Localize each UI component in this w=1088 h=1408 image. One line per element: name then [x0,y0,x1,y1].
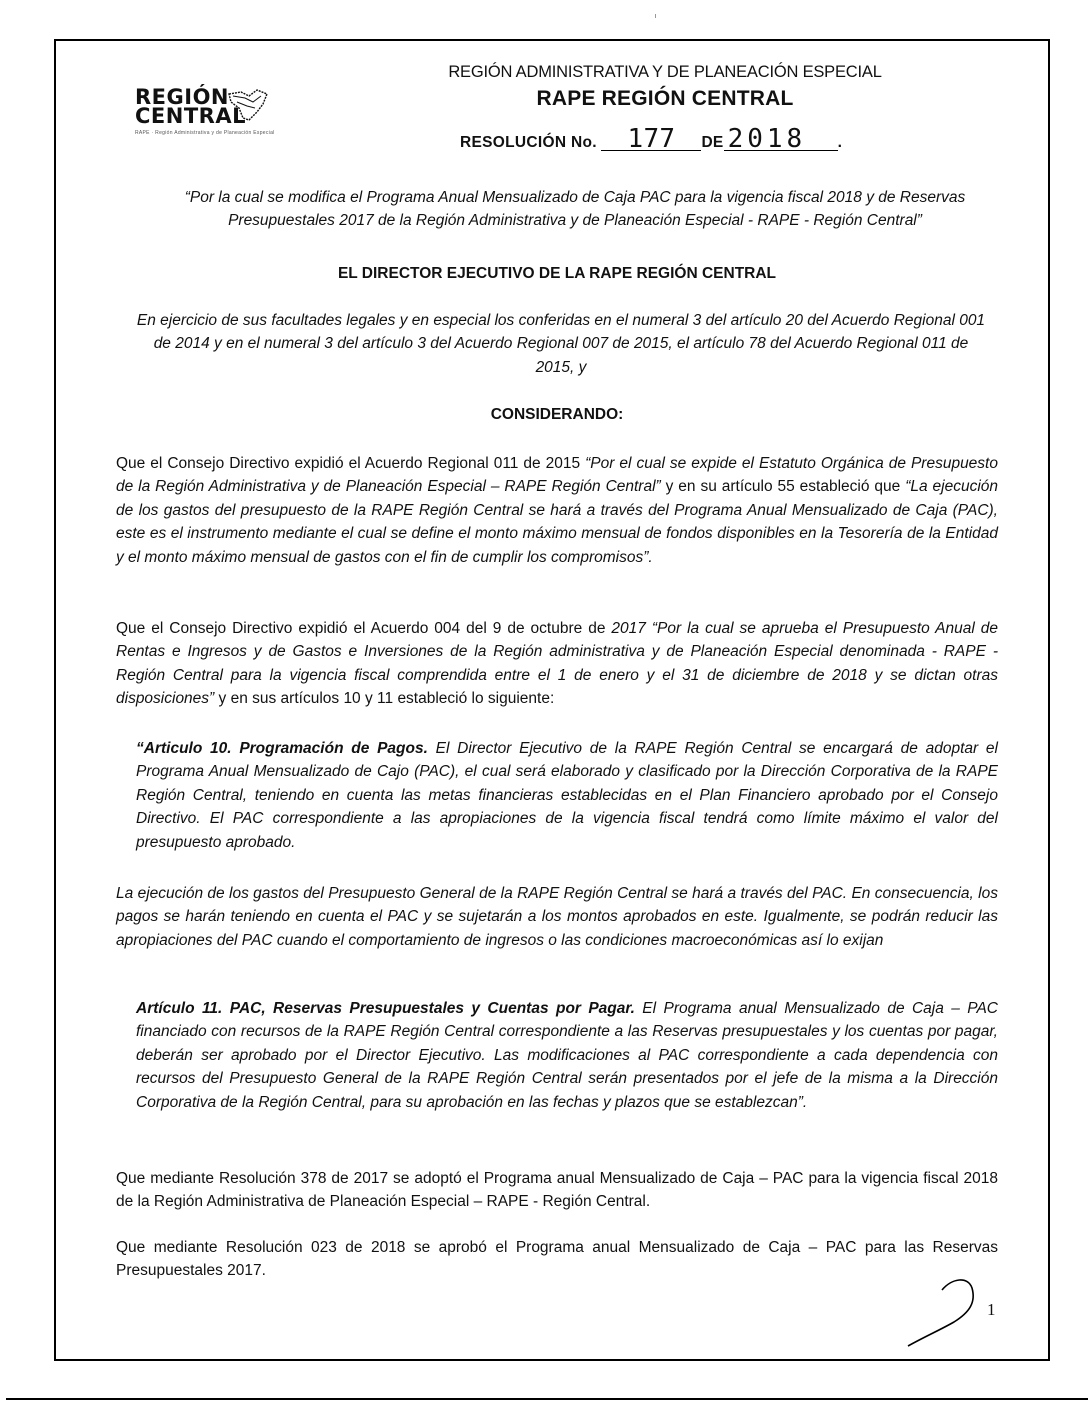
page-number: 1 [987,1300,996,1319]
resolution-title: “Por la cual se modifica el Programa Anual Mensualizado de Caja PAC para la vigencia fiscal 2018 y de Reservas Presupuestales 2017 de la Región Administrativa y de Planeación Especial - RAPE - Región Central” [184,189,966,230]
p1-quote-2: “La ejecución de los gastos del presupuesto de la RAPE Región Central se hará a través del Programa Anual Mensualizado de Caja (PAC), este es el instrumento mediante el cual se define el monto máximo mensual de fondos disponibles en la Tesorería de la Entidad y el monto máximo mensual de gastos con el fin de cumplir los compromisos”. [116,478,999,566]
resolution-de: DE [701,134,724,151]
considerando-heading: CONSIDERANDO: [490,406,624,423]
article-10-quote [136,737,998,854]
considerando-paragraph-4: Que mediante Resolución 378 de 2017 se adoptó el Programa anual Mensualizado de Caja – PAC para la vigencia fiscal 2018 de la Región Administrativa de Planeación Especial – RAPE - Región Central. [116,1170,998,1211]
article-11-quote [136,997,998,1114]
p2-text: Que el Consejo Directivo expidió el Acuerdo 004 del 9 de octubre de [116,620,612,637]
p2-quote: 2017 “Por la cual se aprueba el Presupuesto Anual de Rentas e Ingresos y de Gastos e Inversiones de la Región administrativa y de Planeación Especial denominada - RAPE - Región Central para la vigencia fiscal comprendida entre el 1 de enero y el 31 de diciembre de 2018 y se dictan otras disposiciones” [116,620,998,708]
entity-name: RAPE REGIÓN CENTRAL [536,87,794,110]
article-11-heading: Artículo 11. PAC, Reservas Presupuestales y Cuentas por Pagar. [136,1000,635,1017]
resolution-label: RESOLUCIÓN No. [460,134,597,151]
article-10-text: El Director Ejecutivo de la RAPE Región Central se encargará de adoptar el Programa Anual Mensualizado de Cajo (PAC), el cual será elaborado y clasificado por la Dirección Corporativa de la RAPE Región Central, teniendo en cuenta las metas financieras establecidas en el Plan Financiero aprobado por el Consejo Directivo. El PAC correspondiente a las apropiaciones de la vigencia fiscal tendrá como límite máximo el valor del presupuesto aprobado. [136,740,998,851]
p1-text: Que el Consejo Directivo expidió el Acuerdo Regional 011 de 2015 [116,455,586,472]
bottom-rule [6,1398,1088,1400]
logo-word-region: REGIÓN [135,85,229,109]
signature-initial-icon [900,1270,990,1350]
considerando-paragraph-1 [116,452,998,569]
p1-quote: “Por el cual se expide el Estatuto Orgánica de Presupuesto de la Región Administrativa y de Planeación Especial – RAPE Región Central” [116,455,998,496]
logo-tagline: RAPE · Región Administrativa y de Planeación Especial [135,130,275,136]
resolution-line: RESOLUCIÓN No. 177 DE 2018 . [460,124,843,154]
article-10-continuation: La ejecución de los gastos del Presupuesto General de la RAPE Región Central se hará a través del PAC. En consecuencia, los pagos se harán teniendo en cuenta el PAC y se sujetarán a los montos aprobados en este. Igualmente, se podrán reducir las apropiaciones del PAC cuando el comportamiento de ingresos o las condiciones macroeconómicas así lo exijan [116,885,998,949]
director-heading: EL DIRECTOR EJECUTIVO DE LA RAPE REGIÓN CENTRAL [337,265,777,282]
scan-artifact [655,14,656,18]
region-central-logo [135,85,275,148]
p1-text-2: y en su artículo 55 estableció que [660,478,906,496]
considerando-paragraph-5: Que mediante Resolución 023 de 2018 se aprobó el Programa anual Mensualizado de Caja – PAC para las Reservas Presupuestales 2017. [116,1239,998,1280]
entity-line: REGIÓN ADMINISTRATIVA Y DE PLANEACIÓN ESPECIAL [448,63,882,81]
resolution-number: 177 [601,128,701,151]
p2-text-2: y en sus artículos 10 y 11 estableció lo siguiente: [214,690,555,708]
article-11-text: El Programa anual Mensualizado de Caja – PAC financiado con recursos de la RAPE Región Central correspondiente a las Reservas presupuestales y los cuentas por pagar, deberán ser aprobado por el Director Ejecutivo. Las modificaciones al PAC correspondiente a cada dependencia con recursos del Presupuesto General de la RAPE Región Central serán presentados por el jefe de la misma a la Dirección Corporativa de la Región Central, para su aprobación en las fechas y plazos que se establezcan”. [136,1000,998,1111]
region-map-icon [227,88,269,124]
faculties-paragraph: En ejercicio de sus facultades legales y en especial los conferidas en el numeral 3 del artículo 20 del Acuerdo Regional 001 de 2014 y en el numeral 3 del artículo 3 del Acuerdo Regional 007 de 2015, el artículo 78 del Acuerdo Regional 011 de 2015, y [136,312,986,376]
logo-word-central: CENTRAL [135,104,246,128]
resolution-year: 2018 [724,128,838,151]
article-10-heading: “Articulo 10. Programación de Pagos. [136,740,428,757]
considerando-paragraph-2 [116,617,998,711]
